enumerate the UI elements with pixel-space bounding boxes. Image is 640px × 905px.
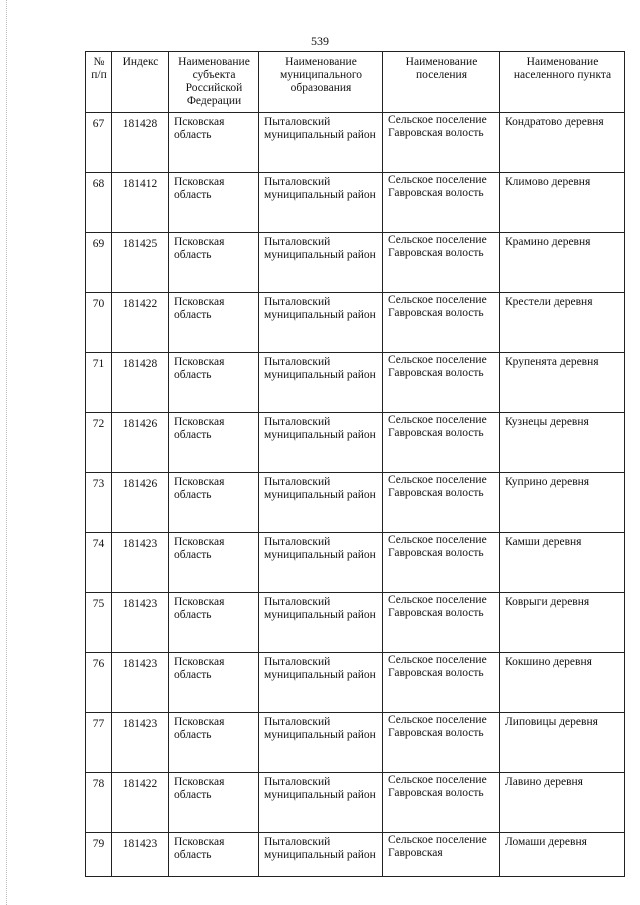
row-number: 73: [86, 473, 112, 533]
municipality-name: Пыталовский муниципальный район: [259, 773, 383, 833]
locality-name: Коврыги деревня: [500, 593, 625, 653]
settlements-table: [85, 51, 625, 877]
postal-index: 181423: [112, 833, 169, 877]
settlement-name: Сельское поселение Гавровская волость: [383, 593, 500, 653]
locality-name: Кокшино деревня: [500, 653, 625, 713]
table-row: [86, 413, 625, 473]
postal-index: 181426: [112, 473, 169, 533]
row-number: 75: [86, 593, 112, 653]
municipality-name: Пыталовский муниципальный район: [259, 413, 383, 473]
subject-name: Псковская область: [169, 653, 259, 713]
municipality-name: Пыталовский муниципальный район: [259, 533, 383, 593]
settlement-name: Сельское поселение Гавровская волость: [383, 473, 500, 533]
locality-name: Липовицы деревня: [500, 713, 625, 773]
municipality-name: Пыталовский муниципальный район: [259, 713, 383, 773]
table-row: [86, 593, 625, 653]
settlement-name: Сельское поселение Гавровская: [383, 833, 500, 877]
postal-index: 181422: [112, 773, 169, 833]
municipality-name: Пыталовский муниципальный район: [259, 293, 383, 353]
table-row: [86, 293, 625, 353]
table-row: [86, 173, 625, 233]
table-row: [86, 713, 625, 773]
header-locality: Наименование населенного пункта: [500, 52, 625, 113]
locality-name: Климово деревня: [500, 173, 625, 233]
subject-name: Псковская область: [169, 293, 259, 353]
municipality-name: Пыталовский муниципальный район: [259, 353, 383, 413]
subject-name: Псковская область: [169, 713, 259, 773]
subject-name: Псковская область: [169, 533, 259, 593]
row-number: 72: [86, 413, 112, 473]
header-index: Индекс: [112, 52, 169, 113]
page-number: 539: [311, 34, 329, 48]
subject-name: Псковская область: [169, 173, 259, 233]
locality-name: Кондратово деревня: [500, 113, 625, 173]
postal-index: 181428: [112, 353, 169, 413]
settlement-name: Сельское поселение Гавровская волость: [383, 533, 500, 593]
locality-name: Крамино деревня: [500, 233, 625, 293]
settlement-name: Сельское поселение Гавровская волость: [383, 653, 500, 713]
municipality-name: Пыталовский муниципальный район: [259, 113, 383, 173]
locality-name: Ломаши деревня: [500, 833, 625, 877]
row-number: 74: [86, 533, 112, 593]
scan-margin-line: [6, 0, 8, 905]
header-subject: Наименование субъекта Российской Федерации: [169, 52, 259, 113]
municipality-name: Пыталовский муниципальный район: [259, 233, 383, 293]
locality-name: Лавино деревня: [500, 773, 625, 833]
postal-index: 181426: [112, 413, 169, 473]
postal-index: 181412: [112, 173, 169, 233]
locality-name: Крестели деревня: [500, 293, 625, 353]
settlement-name: Сельское поселение Гавровская волость: [383, 773, 500, 833]
postal-index: 181425: [112, 233, 169, 293]
postal-index: 181428: [112, 113, 169, 173]
table-row: [86, 113, 625, 173]
settlement-name: Сельское поселение Гавровская волость: [383, 713, 500, 773]
locality-name: Камши деревня: [500, 533, 625, 593]
table-row: [86, 233, 625, 293]
table-row: [86, 833, 625, 877]
settlement-name: Сельское поселение Гавровская волость: [383, 413, 500, 473]
settlement-name: Сельское поселение Гавровская волость: [383, 293, 500, 353]
row-number: 76: [86, 653, 112, 713]
table-row: [86, 653, 625, 713]
row-number: 77: [86, 713, 112, 773]
subject-name: Псковская область: [169, 233, 259, 293]
settlement-name: Сельское поселение Гавровская волость: [383, 233, 500, 293]
postal-index: 181423: [112, 653, 169, 713]
settlement-name: Сельское поселение Гавровская волость: [383, 113, 500, 173]
row-number: 70: [86, 293, 112, 353]
header-number: № п/п: [86, 52, 112, 113]
row-number: 69: [86, 233, 112, 293]
postal-index: 181422: [112, 293, 169, 353]
subject-name: Псковская область: [169, 473, 259, 533]
subject-name: Псковская область: [169, 593, 259, 653]
table-row: [86, 533, 625, 593]
row-number: 71: [86, 353, 112, 413]
subject-name: Псковская область: [169, 113, 259, 173]
locality-name: Крупенята деревня: [500, 353, 625, 413]
subject-name: Псковская область: [169, 353, 259, 413]
table-row: [86, 353, 625, 413]
municipality-name: Пыталовский муниципальный район: [259, 173, 383, 233]
subject-name: Псковская область: [169, 413, 259, 473]
subject-name: Псковская область: [169, 833, 259, 877]
subject-name: Псковская область: [169, 773, 259, 833]
postal-index: 181423: [112, 713, 169, 773]
municipality-name: Пыталовский муниципальный район: [259, 653, 383, 713]
municipality-name: Пыталовский муниципальный район: [259, 473, 383, 533]
header-municipality: Наименование муниципального образования: [259, 52, 383, 113]
table-header-row: [86, 52, 625, 113]
table-row: [86, 473, 625, 533]
locality-name: Куприно деревня: [500, 473, 625, 533]
row-number: 78: [86, 773, 112, 833]
municipality-name: Пыталовский муниципальный район: [259, 593, 383, 653]
row-number: 68: [86, 173, 112, 233]
settlement-name: Сельское поселение Гавровская волость: [383, 173, 500, 233]
row-number: 67: [86, 113, 112, 173]
header-settlement: Наименование поселения: [383, 52, 500, 113]
settlement-name: Сельское поселение Гавровская волость: [383, 353, 500, 413]
row-number: 79: [86, 833, 112, 877]
locality-name: Кузнецы деревня: [500, 413, 625, 473]
postal-index: 181423: [112, 593, 169, 653]
table-row: [86, 773, 625, 833]
postal-index: 181423: [112, 533, 169, 593]
municipality-name: Пыталовский муниципальный район: [259, 833, 383, 877]
